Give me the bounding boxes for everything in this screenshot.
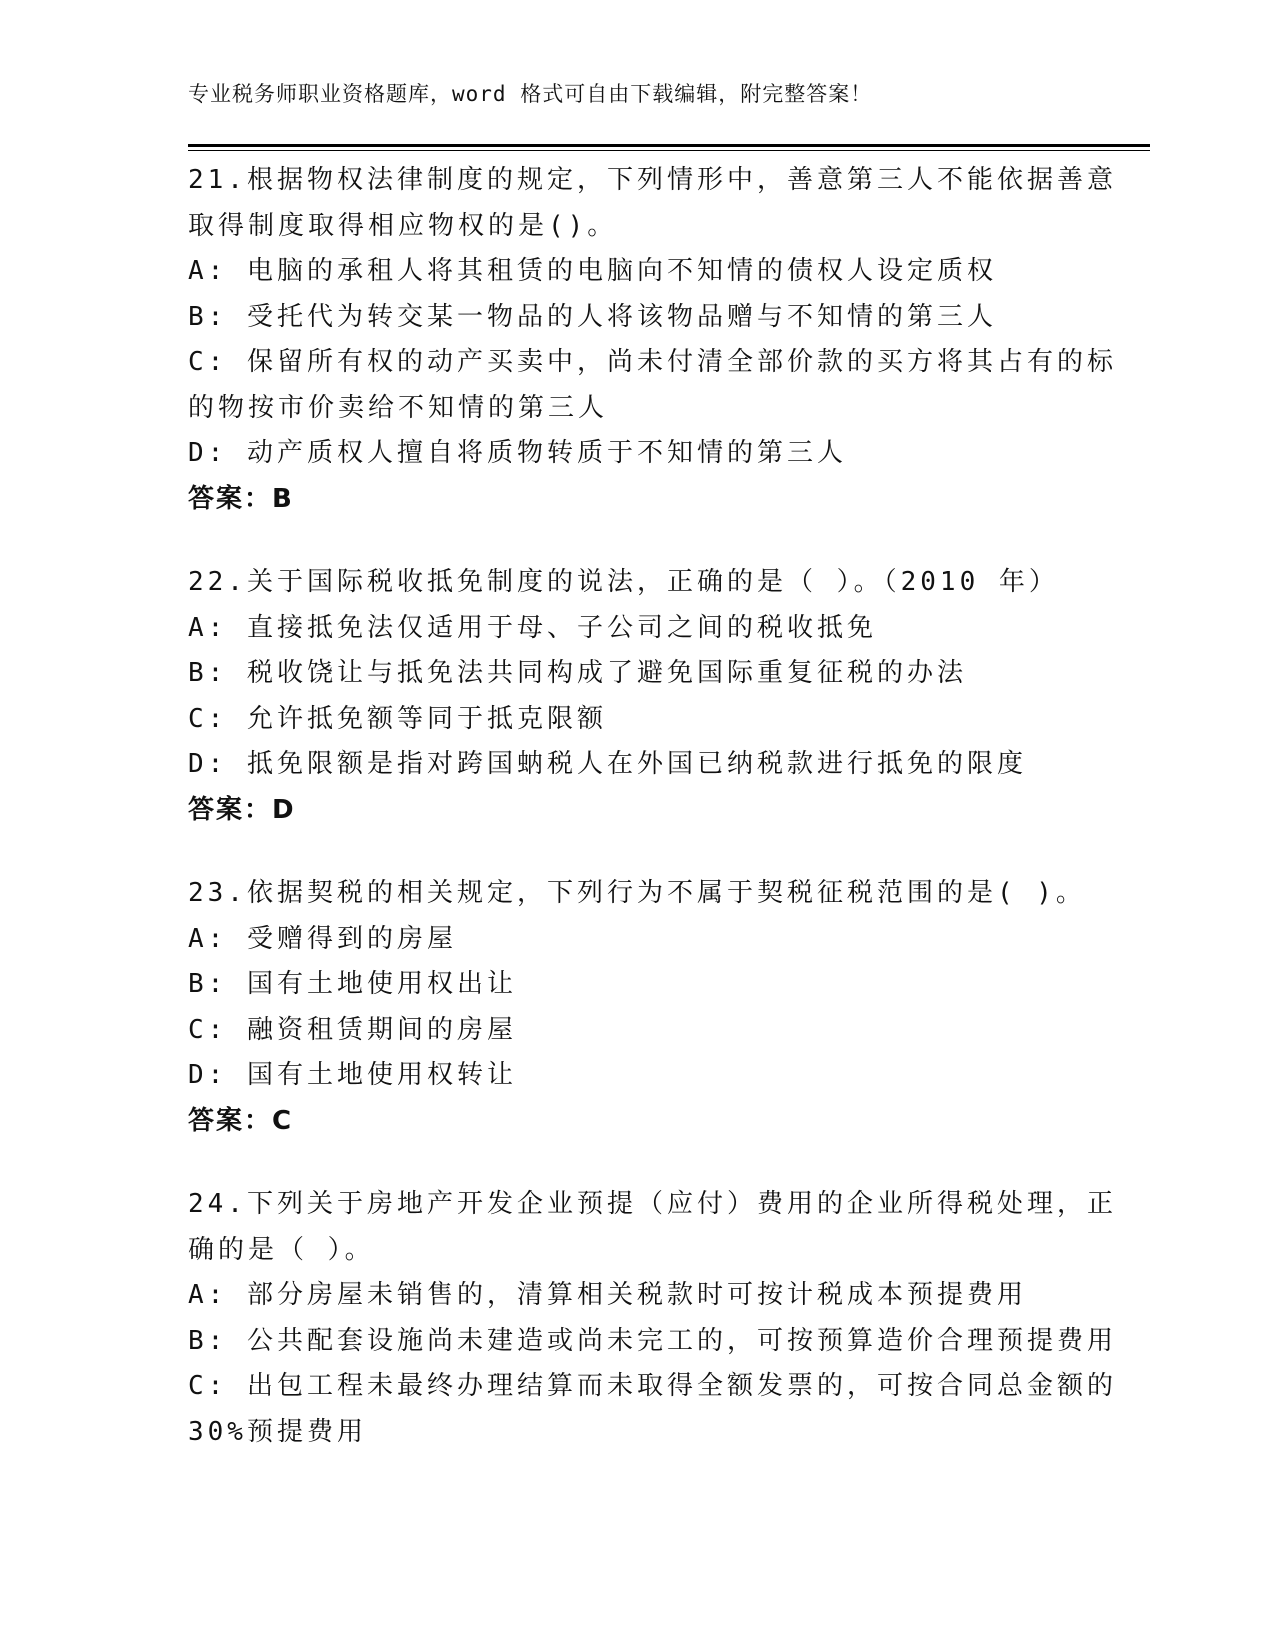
option-b: B: 国有土地使用权出让 (188, 969, 517, 999)
option-c-continued: 的物按市价卖给不知情的第三人 (188, 392, 609, 423)
option-a: A: 受赠得到的房屋 (188, 923, 457, 954)
question-24 (188, 1182, 1117, 1455)
question-list (188, 158, 1117, 1493)
header-rule-thick (188, 144, 1150, 147)
question-23 (188, 871, 1088, 1144)
option-c: C: 出包工程未最终办理结算而未取得全额发票的，可按合同总金额的 (188, 1371, 1117, 1401)
option-c: C: 允许抵免额等同于抵克限额 (188, 703, 607, 734)
page-header: 专业税务师职业资格题库，word 格式可自由下载编辑，附完整答案！ (188, 82, 873, 106)
option-d: D: 抵免限额是指对跨国蚋税人在外国已纳税款进行抵免的限度 (188, 749, 1027, 779)
question-stem-line: 21.根据物权法律制度的规定，下列情形中，善意第三人不能依据善意 (188, 165, 1117, 195)
option-c-continued: 30%预提费用 (188, 1416, 367, 1447)
question-stem-line: 24.下列关于房地产开发企业预提（应付）费用的企业所得税处理，正 (188, 1189, 1117, 1219)
question-stem-line: 23.依据契税的相关规定，下列行为不属于契税征税范围的是( )。 (188, 878, 1086, 908)
question-22 (188, 560, 1088, 833)
question-stem-line: 确的是（ ）。 (188, 1234, 375, 1265)
option-a: A: 直接抵免法仅适用于母、子公司之间的税收抵免 (188, 612, 877, 643)
header-rule-thin (188, 150, 1150, 151)
option-c: C: 融资租赁期间的房屋 (188, 1014, 517, 1045)
option-d: D: 国有土地使用权转让 (188, 1060, 517, 1090)
option-a: A: 电脑的承租人将其租赁的电脑向不知情的债权人设定质权 (188, 256, 997, 286)
option-b: B: 公共配套设施尚未建造或尚未完工的，可按预算造价合理预提费用 (188, 1325, 1117, 1356)
option-c: C: 保留所有权的动产买卖中，尚未付清全部价款的买方将其占有的标 (188, 347, 1117, 377)
option-a: A: 部分房屋未销售的，清算相关税款时可按计税成本预提费用 (188, 1280, 1027, 1310)
answer: 答案：D (188, 794, 296, 825)
question-stem-line: 取得制度取得相应物权的是()。 (188, 210, 618, 241)
option-b: B: 受托代为转交某一物品的人将该物品赠与不知情的第三人 (188, 301, 997, 332)
option-d: D: 动产质权人擅自将质物转质于不知情的第三人 (188, 438, 847, 468)
answer: 答案：B (188, 483, 294, 514)
option-b: B: 税收饶让与抵免法共同构成了避免国际重复征税的办法 (188, 658, 967, 688)
question-21 (188, 158, 1117, 522)
answer: 答案：C (188, 1105, 294, 1136)
question-stem-line: 22.关于国际税收抵免制度的说法，正确的是（ ）。（2010 年） (188, 567, 1059, 597)
